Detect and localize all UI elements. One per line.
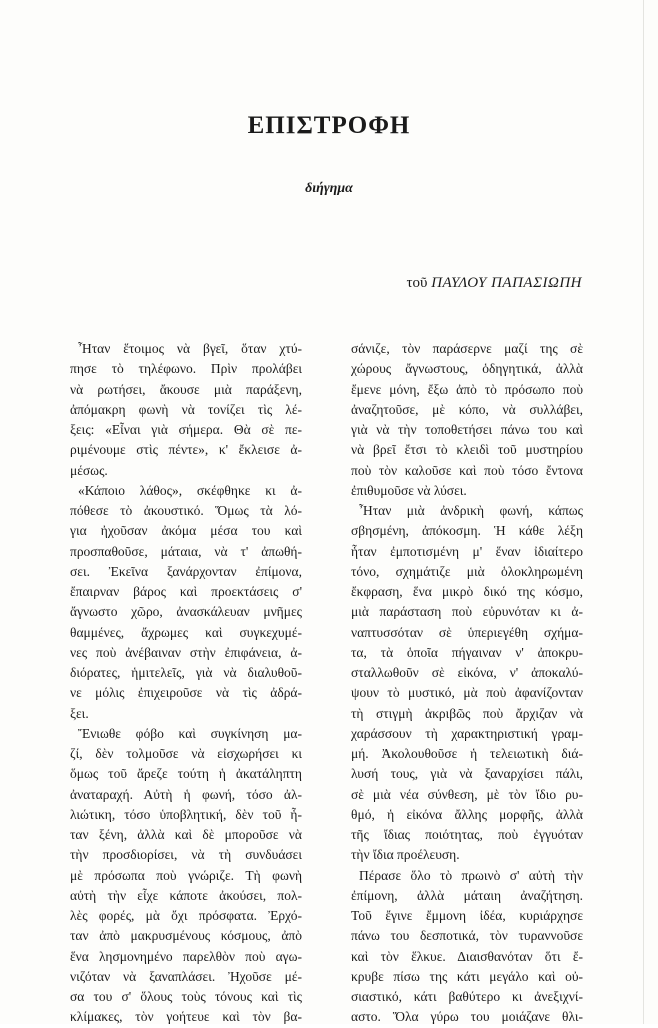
text-line: λυσή τους, γιὰ νὰ ξαναρχίσει πάλι, bbox=[351, 766, 583, 782]
text-line: νὰ βρεῖ ἔτσι τὸ κλειδὶ τοῦ μυστηρίου bbox=[351, 442, 583, 458]
text-line: νε μόλις ἐπιχειροῦσε νὰ τὶς ἀδρά- bbox=[70, 685, 302, 701]
text-line: ταν ξένη, ἀλλὰ καὶ δὲ μποροῦσε νὰ bbox=[70, 827, 302, 842]
text-line: χαράσσουν τὴ χαρακτηριστική γραμ- bbox=[351, 725, 583, 741]
text-line: νιζόταν νὰ ξαναπλάσει. Ἠχοῦσε μέ- bbox=[70, 968, 302, 984]
text-line: σὲ μιὰ νέα σύνθεση, μὲ τὸν ἴδιο ρυ- bbox=[351, 786, 583, 802]
text-line: μέσως. bbox=[70, 462, 108, 478]
text-line: ναπτυσσόταν σὲ ὑπεριεγέθη σχήμα- bbox=[351, 624, 583, 640]
text-line: Ἔνιωθε φόβο καὶ συγκίνηση μα- bbox=[78, 725, 302, 741]
text-line: τόνο, σχημάτιζε μιὰ ὁλοκληρωμένη bbox=[351, 563, 583, 579]
text-line: σταλλωθοῦν σὲ εἰκόνα, ν' ἀποκαλύ- bbox=[351, 665, 583, 680]
text-line: ξει. bbox=[70, 705, 89, 721]
text-line: ἐπιθυμοῦσε νὰ λύσει. bbox=[351, 482, 467, 498]
text-line: σιαστικό, κάτι βαθύτερο κι ἀνεξιχνί- bbox=[351, 989, 583, 1004]
text-line: πησε τὸ τηλέφωνο. Πρὶν προλάβει bbox=[70, 361, 302, 377]
text-line: λιώτικη, τόσο ὑποβλητική, δὲν τοῦ ἦ- bbox=[70, 806, 302, 822]
text-line: ἦταν ἐμποτισμένη μ' ἕναν ἰδιαίτερο bbox=[351, 543, 583, 559]
text-line: σβησμένη, ἀπόκοσμη. Ἡ κάθε λέξη bbox=[351, 523, 583, 539]
text-line: νες ποὺ ἀνέβαιναν στὴν ἐπιφάνεια, ἀ- bbox=[70, 644, 302, 660]
text-line: ἀναζητοῦσε, μὲ κόπο, νὰ συλλάβει, bbox=[351, 401, 583, 417]
byline-prefix: τοῦ bbox=[406, 275, 428, 291]
text-line: ριμένουμε στὶς πέντε», κ' ἔκλεισε ἀ- bbox=[70, 442, 302, 458]
text-line: ποὺ τὸν καλοῦσε καὶ ποὺ τόσο ἔντονα bbox=[351, 462, 583, 478]
text-line: μή. Ἀκολουθοῦσε ἡ τελειωτικὴ διά- bbox=[351, 746, 583, 761]
text-line: σα του σ' ὅλους τοὺς τόνους καὶ τὶς bbox=[70, 989, 302, 1004]
text-line: Ἦταν ἕτοιμος νὰ βγεῖ, ὅταν χτύ- bbox=[78, 341, 302, 356]
text-line: σάνιζε, τὸν παράσερνε μαζί της σὲ bbox=[351, 341, 583, 356]
text-line: χώρους ἄγνωστους, ὁδηγητικά, ἀλλὰ bbox=[351, 361, 583, 377]
text-column-right bbox=[351, 339, 583, 1028]
text-line: νὰ ρωτήσει, ἄκουσε μιὰ παράξενη, bbox=[70, 381, 302, 397]
text-line: ζί, δὲν τολμοῦσε νὰ εἰσχωρήσει κι bbox=[70, 746, 302, 761]
text-line: διόρατες, ἡμιτελεῖς, γιὰ νὰ διαλυθοῦ- bbox=[70, 665, 302, 680]
author-name: ΠΑΥΛΟΥ ΠΑΠΑΣΙΩΠΗ bbox=[431, 275, 582, 291]
text-line: ἔπαιρναν βάρος καὶ προεκτάσεις σ' bbox=[70, 584, 302, 599]
text-line: ὅμως τοῦ ἄρεζε τούτη ἡ ἀκατάληπτη bbox=[70, 766, 302, 782]
text-line: ἀναταραχή. Αὐτὴ ἡ φωνή, τόσο ἀλ- bbox=[70, 786, 302, 802]
text-line: για ἠχοῦσαν ἀκόμα μέσα του καὶ bbox=[70, 523, 302, 539]
text-line: Πέρασε ὅλο τὸ πρωινὸ σ' αὐτὴ τὴν bbox=[359, 867, 583, 883]
text-line: ἔκφραση, ἕνα μικρὸ δικό της κόσμο, bbox=[351, 584, 583, 599]
text-line: «Κάποιο λάθος», σκέφθηκε κι ἀ- bbox=[78, 482, 302, 498]
text-line: τὴν προσδιορίσει, νὰ τὴ συνδυάσει bbox=[70, 847, 302, 863]
text-line: κλίμακες, τὸν γοήτευε καὶ τὸν βα- bbox=[70, 1009, 302, 1025]
text-line: καὶ τὸν ἕλκυε. Διαισθανόταν ὅτι ἔ- bbox=[351, 948, 583, 964]
text-line: γιὰ νὰ τὴν τοποθετήσει πάνω του καὶ bbox=[351, 422, 583, 437]
text-line: τῆς ἴδιας ποιότητας, ποὺ ἐγγυόταν bbox=[351, 827, 583, 842]
page-edge bbox=[643, 0, 644, 1024]
text-line: ἐπίμονη, ἀλλὰ μάταιη ἀναζήτηση. bbox=[351, 887, 583, 903]
text-line: μὲ πρόσωπα ποὺ γνώριζε. Τὴ φωνὴ bbox=[70, 867, 302, 883]
author-byline bbox=[407, 273, 583, 293]
text-line: ἄγνωστο χῶρο, ἀνασκάλευαν μνῆμες bbox=[70, 604, 302, 620]
text-line: Ἦταν μιὰ ἀνδρικὴ φωνή, κάπως bbox=[359, 503, 583, 518]
text-line: κρυβε πίσω της κάτι μεγάλο καὶ οὐ- bbox=[351, 968, 583, 984]
text-line: Τοῦ ἔγινε ἔμμονη ἰδέα, κυριάρχησε bbox=[351, 908, 583, 923]
text-line: αστο. Ὅλα γύρω του μοιάζανε θλι- bbox=[351, 1009, 583, 1025]
text-line: ἔμενε μόνη, ἔξω ἀπὸ τὸ πρόσωπο ποὺ bbox=[351, 381, 583, 397]
text-line: ξεις: «Εἶναι γιὰ σήμερα. Θὰ σὲ πε- bbox=[70, 422, 302, 437]
story-genre-subtitle: διήγημα bbox=[305, 181, 353, 196]
text-line: αὐτὴ τὴν εἶχε κάποτε ἀκούσει, πολ- bbox=[70, 887, 302, 903]
text-line: τα, τὰ ὁποῖα πήγαιναν ν' ἀποκρυ- bbox=[351, 644, 583, 660]
text-line: ταν ἀπὸ μακρυσμένους κόσμους, ἀπὸ bbox=[70, 928, 302, 944]
text-line: πάνω του δεσποτικά, τὸν τυραννοῦσε bbox=[351, 928, 583, 944]
text-line: ἕνα λησμονημένο παρελθὸν ποὺ αγω- bbox=[70, 948, 302, 964]
text-line: μιὰ παράσταση ποὺ εὐρυνόταν κι ἀ- bbox=[351, 604, 583, 620]
text-line: ψουν τὸ μυστικό, μὰ ποὺ ἀφανίζονταν bbox=[351, 685, 583, 701]
text-line: θμό, ἡ εἰκόνα ἄλλης μορφῆς, ἀλλὰ bbox=[351, 806, 583, 822]
text-line: σει. Ἐκεῖνα ξανάρχονταν ἐπίμονα, bbox=[70, 563, 302, 579]
text-line: ἀπόμακρη φωνὴ νὰ τονίζει τὶς λέ- bbox=[70, 401, 302, 417]
text-line: προσπαθοῦσε, μάταια, νὰ τ' ἀπωθή- bbox=[70, 543, 302, 559]
story-title: ΕΠΙΣΤΡΟΦΗ bbox=[247, 112, 411, 139]
text-column-left bbox=[70, 339, 302, 1028]
text-line: τὴ στιγμὴ ἀκριβῶς ποὺ ἄρχιζαν νὰ bbox=[351, 705, 583, 721]
text-line: τὴν ἴδια προέλευση. bbox=[351, 847, 460, 863]
text-line: θαμμένες, ἄχρωμες καὶ συγκεχυμέ- bbox=[70, 624, 302, 640]
text-line: λὲς φορές, μὰ ὄχι πρόσφατα. Ἐρχό- bbox=[70, 908, 302, 923]
text-line: πόθεσε τὸ ἀκουστικό. Ὅμως τὰ λό- bbox=[70, 503, 302, 518]
